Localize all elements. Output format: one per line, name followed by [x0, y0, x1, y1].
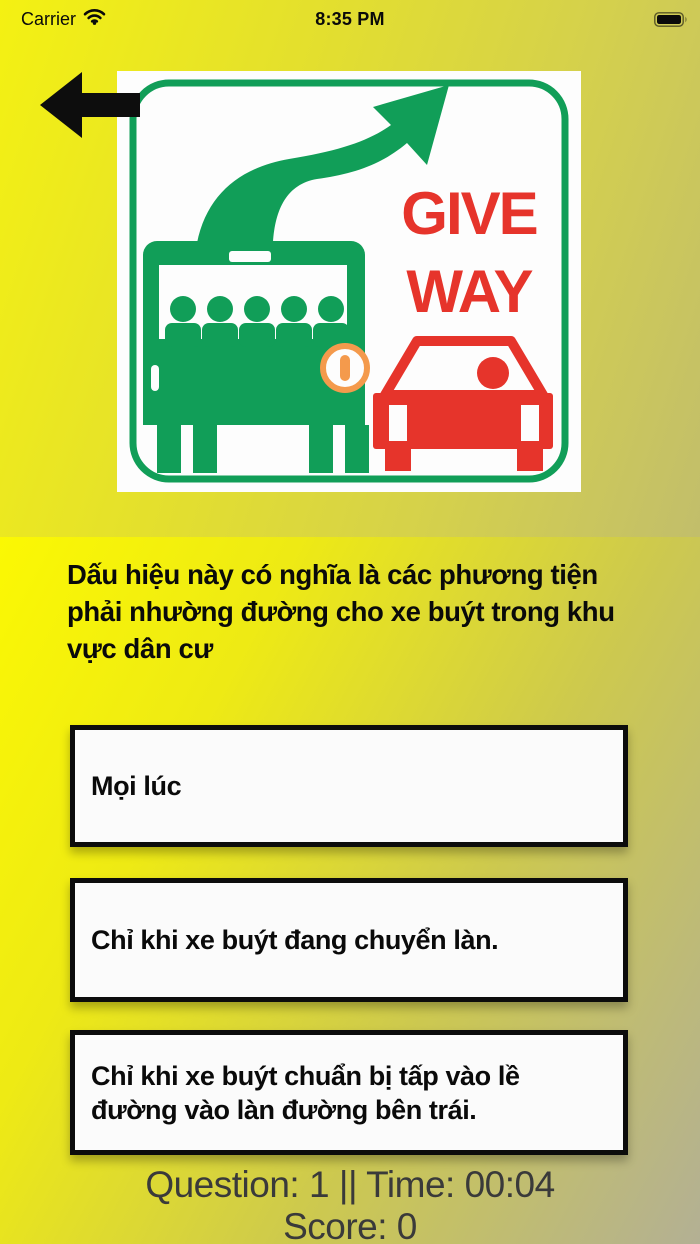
status-bar — [0, 0, 700, 44]
question-text: Dấu hiệu này có nghĩa là các phương tiện phải nhường đường cho xe buýt trong khu vực dân cư — [67, 559, 615, 664]
clock-time: 8:35 PM — [315, 9, 385, 29]
back-arrow-icon — [40, 72, 140, 138]
answer-label: Mọi lúc — [91, 771, 182, 801]
back-button[interactable] — [40, 72, 140, 138]
answer-button-3[interactable] — [70, 1030, 628, 1155]
answer-label: Chỉ khi xe buýt chuẩn bị tấp vào lề đường vào làn đường bên trái. — [91, 1060, 520, 1125]
battery-full-icon — [654, 12, 688, 32]
question-time-status: Question: 1 || Time: 00:04 — [145, 1164, 555, 1205]
question-sign-image — [117, 71, 581, 492]
indicator-icon — [323, 346, 367, 390]
give-way-text-line2: WAY — [406, 258, 532, 325]
answer-button-2[interactable] — [70, 878, 628, 1002]
answer-button-1[interactable] — [70, 725, 628, 847]
give-way-sign — [117, 71, 581, 492]
give-way-text-line1: GIVE — [401, 180, 537, 247]
carrier-label: Carrier — [21, 8, 77, 29]
answer-label: Chỉ khi xe buýt đang chuyển làn. — [91, 925, 499, 955]
score-status: Score: 0 — [283, 1206, 417, 1244]
